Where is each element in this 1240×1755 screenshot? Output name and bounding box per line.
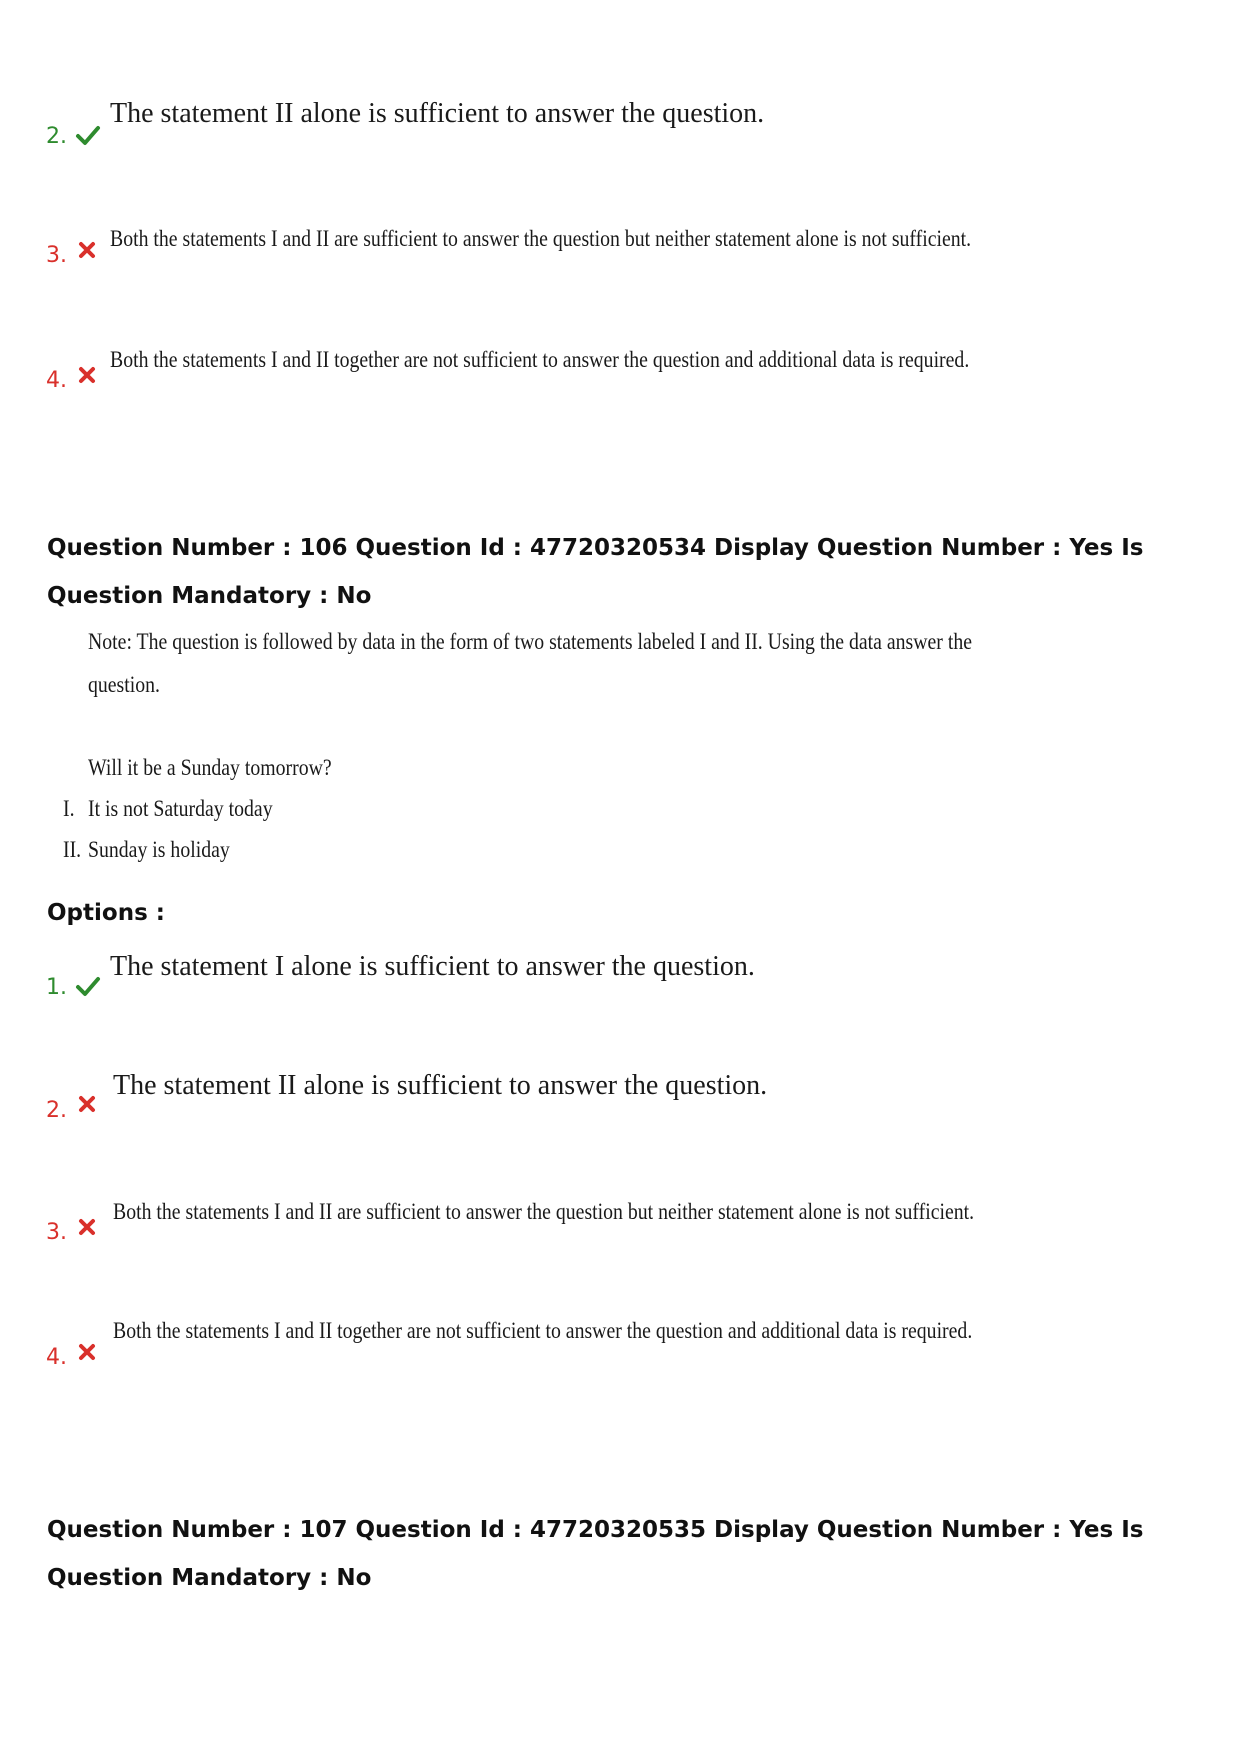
option-text: Both the statements I and II together are not sufficient to answer the question and additional data is required.: [113, 1318, 973, 1343]
question-note: Note: The question is followed by data in the form of two statements labeled I and II. Using the data answer the: [88, 629, 973, 654]
question-note-continued: question.: [88, 672, 160, 697]
option-text: The statement I alone is sufficient to answer the question.: [110, 951, 755, 982]
question-header: Question Number : 107 Question Id : 47720320535 Display Question Number : Yes Is Question Mandatory : No: [47, 1517, 1144, 1591]
statement-label: II.: [63, 837, 82, 862]
option-text: Both the statements I and II are sufficient to answer the question but neither statement alone is not sufficient.: [113, 1199, 975, 1224]
cross-icon: [78, 366, 96, 384]
option-number: 3.: [46, 1220, 67, 1245]
option-number: 4.: [46, 1345, 67, 1370]
option-number: 3.: [46, 243, 67, 268]
option-number: 4.: [46, 368, 67, 393]
option-text: Both the statements I and II are sufficient to answer the question but neither statement alone is not sufficient.: [110, 226, 972, 251]
check-icon: [75, 973, 101, 999]
cross-icon: [78, 1218, 96, 1236]
statement-text: Sunday is holiday: [88, 837, 230, 862]
options-label: Options :: [47, 900, 165, 926]
statement-label: I.: [63, 796, 75, 821]
option-text: The statement II alone is sufficient to answer the question.: [113, 1070, 768, 1101]
option-number: 2.: [46, 1098, 67, 1123]
statement-text: It is not Saturday today: [88, 796, 273, 821]
cross-icon: [78, 1095, 96, 1113]
option-number: 1.: [46, 975, 67, 1000]
check-icon: [75, 122, 101, 148]
option-text: The statement II alone is sufficient to answer the question.: [110, 98, 765, 129]
question-text: Will it be a Sunday tomorrow?: [88, 755, 332, 780]
option-text: Both the statements I and II together are not sufficient to answer the question and additional data is required.: [110, 347, 970, 372]
cross-icon: [78, 241, 96, 259]
cross-icon: [78, 1343, 96, 1361]
question-header: Question Number : 106 Question Id : 47720320534 Display Question Number : Yes Is Question Mandatory : No: [47, 535, 1144, 609]
option-number: 2.: [46, 124, 67, 149]
